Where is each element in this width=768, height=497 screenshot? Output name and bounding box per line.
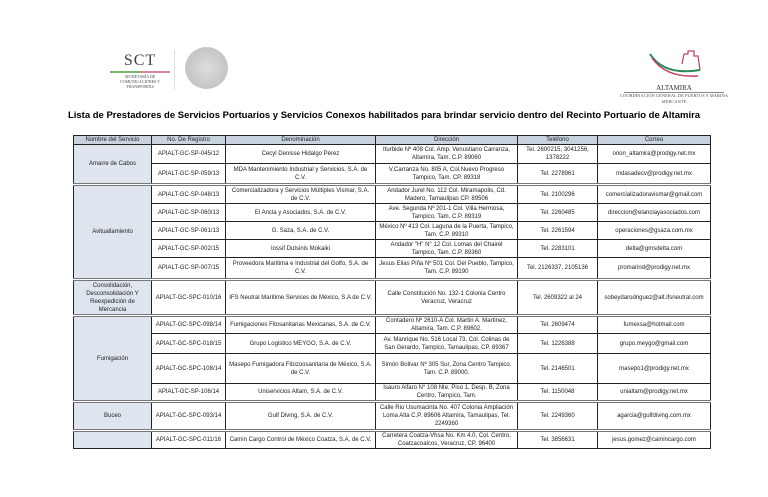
- denominacion-cell: MDA Mantenimiento Industrial y Servicios, S.A. de C.V.: [226, 164, 376, 185]
- telefono-cell: Tel. 3856631: [518, 431, 598, 449]
- table-row: [74, 402, 711, 431]
- service-name-cell: Fumigación: [74, 316, 152, 402]
- denominacion-cell: G. Saza, S.A. de C.V.: [226, 222, 376, 240]
- registro-cell: APIALT-GC-SP-048/13: [152, 185, 226, 204]
- correo-cell: operaciones@gsaza.com.mx: [598, 222, 711, 240]
- table-row: [74, 431, 711, 449]
- registro-cell: APIALT-GC-SP-106/14: [152, 384, 226, 402]
- telefono-cell: Tel. 2261594: [518, 222, 598, 240]
- ship-icon: [644, 48, 704, 84]
- denominacion-cell: Proveedora Maritima e Industrial del Golfo, S.A. de C.V.: [226, 258, 376, 280]
- telefono-cell: Tel. 2609322 al 24: [518, 280, 598, 316]
- registro-cell: APIALT-GC-SPC-011/16: [152, 431, 226, 449]
- denominacion-cell: Comercializadora y Servicios Múltiples Vismar, S.A. de C.V.: [226, 185, 376, 204]
- altamira-logo-subtitle: COORDINACIÓN GENERAL DE PUERTOS Y MARINA MERCANTE: [619, 93, 729, 104]
- direccion-cell: Ave. Segunda Nº 201-1 Col. Villa Hermosa, Tampico, Tam. C.P. 89319: [376, 204, 518, 222]
- table-row: [74, 164, 711, 185]
- correo-cell: fumexsa@hotmail.com: [598, 316, 711, 334]
- correo-cell: agarcia@gulfdiving.com.mx: [598, 402, 711, 431]
- correo-cell: masepo1@prodigy.net.mx: [598, 354, 711, 384]
- table-row: [74, 334, 711, 354]
- national-seal-icon: [185, 47, 228, 89]
- service-name-cell: Avituallamiento: [74, 185, 152, 280]
- direccion-cell: Calle Rio Usumacinta No. 407 Colonia Ampliación Loma Alta C.P. 89606 Altamira, Tamaulipas, Tel. 2249360: [376, 402, 518, 431]
- registro-cell: APIALT-GC-SPC-018/15: [152, 334, 226, 354]
- denominacion-cell: Iossif Dutsinis Mokaiki: [226, 240, 376, 258]
- denominacion-cell: Camin Cargo Control de México Coatza, S.A. de C.V.: [226, 431, 376, 449]
- telefono-cell: Tel. 2278961: [518, 164, 598, 185]
- registro-cell: APIALT-GC-SP-060/13: [152, 204, 226, 222]
- service-name-cell: Consolidación, Desconsolidación Y Reexpedición de Mercancia: [74, 280, 152, 316]
- column-header: Denominación: [226, 136, 376, 145]
- direccion-cell: México Nº 413 Col. Laguna de la Puerta, Tampico, Tam. C.P. 89310: [376, 222, 518, 240]
- direccion-cell: V.Carranza No. 805 A, Col.Nuevo Progreso Tampico, Tam. CP. 89318: [376, 164, 518, 185]
- table-row: [74, 240, 711, 258]
- table-row: [74, 280, 711, 316]
- table-row: [74, 384, 711, 402]
- column-header: Nombre del Servicio: [74, 136, 152, 145]
- registro-cell: APIALT-GC-SP-002/15: [152, 240, 226, 258]
- table-row: [74, 316, 711, 334]
- table-row: [74, 145, 711, 164]
- direccion-cell: Andador "H" N° 12 Col. Lomas del Chairel Tampico, Tam. C.P. 89360: [376, 240, 518, 258]
- registro-cell: APIALT-GC-SP-061/13: [152, 222, 226, 240]
- telefono-cell: Tel. 1226388: [518, 334, 598, 354]
- table-row: [74, 222, 711, 240]
- denominacion-cell: Masepo Fumigadora Fitozoosanitaria de México, S.A. de C.V.: [226, 354, 376, 384]
- column-header: No. De Registro: [152, 136, 226, 145]
- telefono-cell: Tel. 2609474: [518, 316, 598, 334]
- table-row: [74, 354, 711, 384]
- sct-logo-subtitle: SECRETARÍA DE COMUNICACIONES Y TRANSPORTES: [120, 74, 160, 89]
- telefono-cell: Tel. 1150048: [518, 384, 598, 402]
- service-name-cell: Amarre de Cabos: [74, 145, 152, 185]
- registro-cell: APIALT-GC-SP-007/15: [152, 258, 226, 280]
- column-header: Dirección: [376, 136, 518, 145]
- direccion-cell: Iturbide Nº 408 Col. Amp. Venustiano Carranza, Altamira, Tam. C.P. 89060: [376, 145, 518, 164]
- telefono-cell: Tel. 2126337, 2105136: [518, 258, 598, 280]
- denominacion-cell: El Ancla y Asociados, S.A. de C.V.: [226, 204, 376, 222]
- correo-cell: promarind@prodigy.net.mx: [598, 258, 711, 280]
- registro-cell: APIALT-GC-SPC-093/14: [152, 402, 226, 431]
- direccion-cell: Isauro Alfaro N° 108 Nte. Piso 1, Desp. B, Zona Centro, Tampico, Tam.: [376, 384, 518, 402]
- table-row: [74, 258, 711, 280]
- telefono-cell: Tel. 2260485: [518, 204, 598, 222]
- direccion-cell: Calle Constitución No. 132-1 Colonia Centro Veracruz, Veracruz: [376, 280, 518, 316]
- registro-cell: APIALT-GC-SPC-010/16: [152, 280, 226, 316]
- direccion-cell: Contadero Nº 2610-A Col. Martin A. Martinez, Altamira, Tam. C.P. 89602.: [376, 316, 518, 334]
- denominacion-cell: Gulf Diving, S.A. de C.V.: [226, 402, 376, 431]
- correo-cell: delta@gmsdelta.com: [598, 240, 711, 258]
- denominacion-cell: Grupo Logistico MEYGO, S.A. de C.V.: [226, 334, 376, 354]
- denominacion-cell: Cecyl Denisse Hidalgo Pérez: [226, 145, 376, 164]
- correo-cell: mdasadecv@prodigy.net.mx: [598, 164, 711, 185]
- direccion-cell: Andador Jurel No. 112 Col. Miramapolis, Cd. Madero, Tamaulipas CP. 89506: [376, 185, 518, 204]
- altamira-logo-text: ALTAMIRA: [624, 84, 724, 93]
- correo-cell: orion_altamira@prodigy.net.mx: [598, 145, 711, 164]
- table-row: [74, 185, 711, 204]
- denominacion-cell: Fumigaciones Fitosanitarias Mexicanas, S.A. de C.V.: [226, 316, 376, 334]
- correo-cell: jesus.gomez@camincargo.com: [598, 431, 711, 449]
- telefono-cell: Tel. 2100296: [518, 185, 598, 204]
- correo-cell: direccion@elanclayasociados.com: [598, 204, 711, 222]
- service-name-cell: [74, 431, 152, 449]
- denominacion-cell: IFS Neutral Maritime Services de México, S.A de C.V.: [226, 280, 376, 316]
- table-row: [74, 204, 711, 222]
- direccion-cell: Carretera Coatza-Vhsa No. Km 4.0, Col. Centro, Coatzacoalcos, Veracruz, CP. 96400: [376, 431, 518, 449]
- registro-cell: APIALT-GC-SPC-108/14: [152, 354, 226, 384]
- column-header: Correo: [598, 136, 711, 145]
- correo-cell: grupo.meygo@gmail.com: [598, 334, 711, 354]
- registro-cell: APIALT-GC-SP-045/12: [152, 145, 226, 164]
- denominacion-cell: Uniservicios Altam, S.A. de C.V.: [226, 384, 376, 402]
- direccion-cell: Simón Bolivar Nº 305 Sur, Zona Centro Tampico, Tam. C.P. 89000.: [376, 354, 518, 384]
- logo-divider: [174, 50, 175, 90]
- column-header: Teléfono: [518, 136, 598, 145]
- telefono-cell: Tel. 2146501: [518, 354, 598, 384]
- registro-cell: APIALT-GC-SPC-098/14: [152, 316, 226, 334]
- sct-logo: [110, 52, 170, 89]
- service-name-cell: Buceo: [74, 402, 152, 431]
- registro-cell: APIALT-GC-SP-059/13: [152, 164, 226, 185]
- correo-cell: sobeydarodriguez@alt.ifsneutral.com: [598, 280, 711, 316]
- correo-cell: comercializadoravismar@gmail.com: [598, 185, 711, 204]
- direccion-cell: Av. Manrique No. 516 Local 73, Col. Colinas de San Gerardo, Tampico, Tamaulipas, CP. 89367: [376, 334, 518, 354]
- providers-table: [73, 135, 711, 449]
- direccion-cell: Jesus Elias Piña Nº 501 Col. Del Pueblo, Tampico, Tam. C.P. 89190: [376, 258, 518, 280]
- sct-logo-text: SCT: [123, 52, 157, 69]
- telefono-cell: Tel. 2283101: [518, 240, 598, 258]
- page-title: Lista de Prestadores de Servicios Portuarios y Servicios Conexos habilitados para brindar servicio dentro del Recinto Portuario de Altamira: [67, 110, 701, 121]
- altamira-logo: [614, 48, 734, 105]
- telefono-cell: Tel. 2600215, 3041256, 1378222: [518, 145, 598, 164]
- telefono-cell: Tel. 2249360: [518, 402, 598, 431]
- correo-cell: unialtam@prodigy.net.mx: [598, 384, 711, 402]
